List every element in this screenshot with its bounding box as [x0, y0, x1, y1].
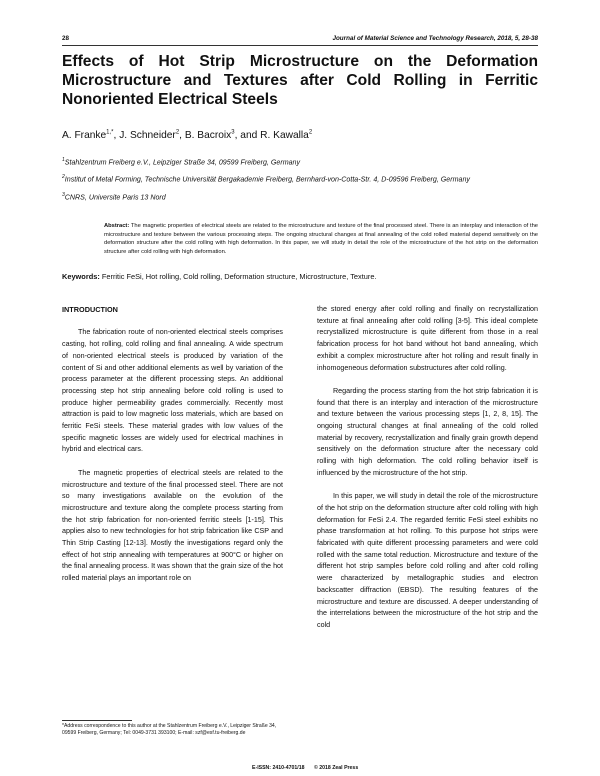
- left-column: [62, 304, 283, 585]
- body-paragraph: The fabrication route of non-oriented electrical steels comprises casting, hot rolling, cold rolling and final annealing. A wide spectrum of non-oriented electrical steels is produced by variation of the content of Si and other additional elements as well by variation of the process parameter at the different processing steps. An additional processing step hot strip annealing before cold rolling is used to produce higher permeability grades commercially. Recently most attraction is paid to low magnetic loss materials, which are based on ferritic FeSi steels. These material grades with low values of the specific magnetic losses are widely used for electrical machines in hybrid and electrical cars.: [62, 328, 283, 454]
- affiliations: [62, 155, 538, 207]
- running-header: [62, 35, 538, 45]
- author-list: [62, 126, 538, 143]
- author: R. Kawalla$^2$: [260, 130, 313, 142]
- article-title: Effects of Hot Strip Microstructure on the Deformation Microstructure and Textures after Cold Rolling in Ferritic Nonoriented Electrical Steels: [62, 53, 538, 108]
- author: J. Schneider$^2$,: [119, 130, 185, 142]
- footnote-rule: [62, 720, 132, 721]
- right-column: [317, 304, 538, 632]
- author: A. Franke$^{1,*}$,: [62, 130, 120, 142]
- body-paragraph: In this paper, we will study in detail the role of the microstructure of the hot strip on the deformation structure after cold rolling with high deformation for FeSi 2.4. The regarded ferritic FeSi steel exhibits no phase transformation at hot rolling. To this purpose hot strips were fabricated with quite different processing parameters and were cold rolled with the same total reduction. Microstructure and texture of the different hot strip samples before cold rolling and after cold rolling were characterized by metallographic studies and electron backscatter diffraction (EBSD). The resulting features of the microstructure and texture are discussed. A deeper understanding of the interrelations between the microstructure of the hot strip and the cold: [317, 492, 538, 629]
- body-paragraph: Regarding the process starting from the hot strip fabrication it is found that there is an interplay and interaction of the microstructure and texture between the various processing steps [1, 2, 8, 15]. The ongoing structural changes at final annealing of the cold rolled material by recovery, recrystallization and finally grain growth depend sensitively on the deformation structure after the necessary cold rolling with high deformation. The cold rolling behavior itself is influenced by the microstructure of the hot strip.: [317, 386, 538, 477]
- author: B. Bacroix$^3$, and: [184, 130, 261, 142]
- body-paragraph: The magnetic properties of electrical steels are related to the microstructure and texture of the final processed steel. There are not so many investigations available on the evolution of the microstructure and texture along the complete process starting from the hot strip fabrication for non-oriented ferritic steels [1-15]. This applies also to new technologies for hot strip fabrication like CSP and Thin Strip Casting [12-13]. Mostly the investigations regard only the effect of hot strip annealing with temperatures at 900°C or higher on the final annealing process. It was shown that the grain size of the hot rolled material plays an important role on: [62, 468, 283, 583]
- affiliation-2: $^2$Institut of Metal Forming, Technische Universität Bergakademie Freiberg, Bernhard-von-Cotta-Str. 4, D-09596 Freiberg, Germany: [62, 174, 470, 184]
- page-footer: [62, 765, 538, 774]
- journal-citation: Journal of Material Science and Technology Research, 2018, 5, 28-38: [332, 35, 538, 42]
- abstract: [104, 222, 538, 256]
- abstract-label: Abstract:: [104, 223, 130, 229]
- page-number: 28: [62, 35, 70, 42]
- body-paragraph: the stored energy after cold rolling and finally on recrystallization texture at final annealing after cold rolling [3-5]. This ideal complete recrystallized microstructure is quite different from those in a real fabrication process for hot band without hot band annealing, which exhibit a complex microstructure after hot rolling and result finally in inhomogeneous deformation substructures after cold rolling.: [317, 305, 538, 372]
- abstract-text: The magnetic properties of electrical steels are related to the microstructure and texture of the final processed steel. There is an interplay and interaction of the microstructure and texture between the various processing steps. The ongoing structural changes at final annealing of the cold rolled material depend sensitively on the deformation structure after the cold rolling with high deformation. In this paper, we will study in detail the role of the microstructure of the hot strip on the deformation structure after cold rolling with high deformation.: [104, 223, 538, 255]
- issn: E-ISSN: 2410-4701/18: [252, 765, 305, 771]
- keywords-label: Keywords:: [62, 272, 100, 281]
- keywords-text: Ferritic FeSi, Hot rolling, Cold rolling, Deformation structure, Microstructure, Texture.: [101, 272, 377, 281]
- affiliation-3: $^3$CNRS, Universite Paris 13 Nord: [62, 191, 166, 202]
- correspondence-footnote: *Address correspondence to this author at the Stahlzentrum Freiberg e.V., Leipziger Straße 34, 09599 Freiberg, Germany; Tel: 0049-3731 393100; E-mail: szf@esf.tu-freiberg.de: [62, 723, 277, 737]
- header-rule: [62, 45, 538, 46]
- keywords: [62, 272, 538, 282]
- affiliation-1: $^1$Stahlzentrum Freiberg e.V., Leipziger Straße 34, 09599 Freiberg, Germany: [62, 157, 301, 167]
- section-heading-introduction: INTRODUCTION: [62, 305, 118, 314]
- copyright: © 2018 Zeal Press: [314, 765, 359, 771]
